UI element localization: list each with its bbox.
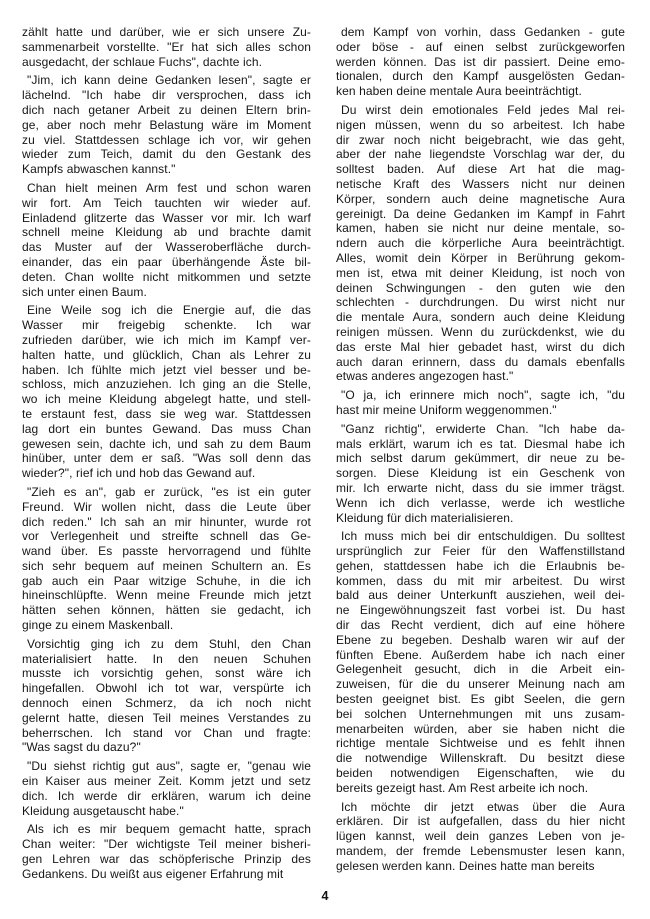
- text-line: zufrieden darüber, wie ich mich im Kampf ver-: [22, 332, 311, 347]
- text-line: Ich möchte dir jetzt etwas über die Aura: [341, 799, 625, 814]
- text-line: dir das Recht verdient, dich auf eine höhere: [336, 618, 625, 633]
- text-line: halten hatte, und glücklich, Chan als Lehrer zu: [22, 347, 311, 362]
- text-line: reinigen müssen. Wenn du zurückdenkst, wie du: [336, 324, 625, 339]
- text-line: Kampfs abwaschen kannst.": [22, 162, 176, 177]
- text-line: gehen, stattdessen habe ich die Erlaubnis be-: [336, 558, 625, 573]
- text-line: lag dort ein buntes Gewand. Das muss Chan: [22, 421, 311, 436]
- text-line: gelesen werden kann. Deines hatte man bereits: [336, 858, 595, 873]
- text-line: Vorsichtig ging ich zu dem Stuhl, den Chan: [27, 636, 311, 651]
- text-line: dich. Ich werde dir erklären, warum ich deine: [22, 788, 311, 803]
- text-line: ausgedacht, der schlaue Fuchs", dachte ich.: [22, 54, 263, 69]
- text-line: dich reden." Ich sah an mir hinunter, wurde rot: [22, 514, 311, 529]
- right-column: [336, 25, 625, 886]
- text-line: Alles, womit dein Körper in Berührung gekom-: [336, 250, 625, 265]
- text-line: ein Kaiser aus meiner Zeit. Komm jetzt und setz: [22, 774, 311, 789]
- text-line: dich nach getaner Arbeit zu deinen Eltern brin-: [22, 102, 311, 117]
- text-line: erklären. Dir ist aufgefallen, dass du hier nicht: [336, 814, 625, 829]
- text-line: Ebene zu begeben. Deshalb waren wir auf der: [336, 632, 625, 647]
- text-line: te erstaunt fest, dass sie weg war. Stattdessen: [22, 406, 311, 421]
- text-line: musste ich vorsichtig gehen, sonst wäre ich: [22, 666, 311, 681]
- text-line: men ist, etwa mit deiner Kleidung, ist noch von: [336, 265, 625, 280]
- text-line: zu viel. Stattdessen schlage ich vor, wir gehen: [22, 132, 311, 147]
- text-line: "Was sagst du dazu?": [22, 740, 141, 755]
- text-line: die notwendige Willenskraft. Du besitzt diese: [336, 751, 625, 766]
- text-line: solltest baden. Auf diese Art hat die mag-: [336, 162, 625, 177]
- text-line: beiden notwendigen Eigenschaften, wie du: [336, 766, 625, 781]
- text-line: Du wirst dein emotionales Feld jedes Mal rei-: [341, 102, 625, 117]
- text-line: zählt hatte und darüber, wie er sich unsere Zu-: [22, 25, 311, 39]
- text-line: gab auch ein Paar witzige Schuhe, in die ich: [22, 573, 311, 588]
- text-line: ndern auch die körperliche Aura beeinträchtigt.: [336, 236, 625, 251]
- text-line: schloss, mich anzuziehen. Ich ging an die Stelle,: [22, 377, 311, 392]
- text-line: bald aus deiner Unterkunft ausziehen, weil dei-: [336, 588, 625, 603]
- text-line: schlechten - durchdrungen. Du wirst nicht nur: [336, 295, 625, 310]
- text-columns: [22, 25, 625, 886]
- text-line: mich selbst darum gekümmert, dir neue zu be-: [336, 451, 625, 466]
- text-line: hast mir meine Uniform weggenommen.": [336, 402, 557, 417]
- paragraph: [22, 485, 311, 633]
- text-line: deinen Schwingungen - den guten wie den: [336, 280, 625, 295]
- left-column: [22, 25, 311, 886]
- text-line: hingefallen. Obwohl ich tot war, verspürte ich: [22, 681, 311, 696]
- text-line: beherrschen. Ich stand vor Chan und fragte:: [22, 725, 311, 740]
- text-line: "O ja, ich erinnere mich noch", sagte ich, "du: [341, 388, 625, 403]
- text-line: kamen, haben sie nicht nur deine mentale, so-: [336, 221, 625, 236]
- text-line: ge, aber noch mehr Belastung wäre im Moment: [22, 117, 311, 132]
- text-line: ginge zu einem Maskenball.: [22, 618, 174, 633]
- text-line: mandem, der fremde Lebensmuster lesen kann,: [336, 844, 625, 859]
- text-line: einander, das ein paar überhängende Äste bil-: [22, 254, 311, 269]
- text-line: werden können. Das ist dir passiert. Deine emo-: [336, 54, 625, 69]
- paragraph: [22, 637, 311, 755]
- text-line: wieder zum Teich, damit du den Gestank des: [22, 147, 311, 162]
- paragraph: [336, 103, 625, 384]
- text-line: ken haben deine mentale Aura beeinträchtigt.: [336, 84, 582, 99]
- text-line: richtige mentale Sichtweise und es fehlt ihnen: [336, 736, 625, 751]
- text-line: Einladend glitzerte das Wasser vor mir. Ich warf: [22, 210, 311, 225]
- paragraph: [22, 303, 311, 481]
- text-line: kommen, dass du mit mir arbeitest. Du wirst: [336, 573, 625, 588]
- paragraph: [336, 529, 625, 795]
- paragraph: [336, 800, 625, 874]
- text-line: zuweisen, für die du unserer Meinung nach am: [336, 677, 625, 692]
- text-line: menarbeiten würden, aber sie haben nicht die: [336, 721, 625, 736]
- page-number: 4: [321, 889, 329, 903]
- text-line: hineinschlüpfte. Wenn meine Freunde mich jetzt: [22, 588, 311, 603]
- paragraph: [22, 181, 311, 299]
- text-line: materialisiert hatte. In den neuen Schuhen: [22, 651, 311, 666]
- text-line: ne Eingewöhnungszeit fast vorbei ist. Du hast: [336, 603, 625, 618]
- text-line: vor Verlegenheit und streifte schnell das Ge-: [22, 529, 311, 544]
- text-line: das erste Mal hier gebadet hast, wirst du dich: [336, 339, 625, 354]
- text-line: sich sehr bequem auf meinen Schultern an. Es: [22, 558, 311, 573]
- paragraph: [22, 73, 311, 177]
- text-line: fünften Ebene. Außerdem habe ich nach einer: [336, 647, 625, 662]
- text-line: Gedankens. Du weißt aus eigener Erfahrung mit: [22, 866, 284, 881]
- text-line: mir. Ich erwarte nicht, dass du sie immer trägst.: [336, 480, 625, 495]
- text-line: deten. Chan wollte nicht mitkommen und setzte: [22, 269, 311, 284]
- text-line: "Du siehst richtig gut aus", sagte er, "genau wie: [27, 759, 311, 774]
- text-line: Chan weiter: "Der wichtigste Teil meiner bisheri-: [22, 837, 311, 852]
- paragraph: [336, 25, 625, 99]
- text-line: wir fort. Am Teich tauchten wir wieder auf.: [22, 195, 311, 210]
- paragraph: [22, 759, 311, 818]
- text-line: gelernt hatte, diesen Teil meines Verstandes zu: [22, 710, 311, 725]
- text-line: netische Kraft des Wassers nicht nur deinen: [336, 176, 625, 191]
- text-line: Kleidung für dich materialisieren.: [336, 510, 514, 525]
- text-line: etwas anderes angezogen hast.": [336, 369, 514, 384]
- text-line: "Zieh es an", gab er zurück, "es ist ein guter: [27, 484, 311, 499]
- text-line: das Muster auf der Wasseroberfläche durch-: [22, 240, 311, 255]
- text-line: nigen müssen, wenn du so arbeitest. Ich habe: [336, 117, 625, 132]
- text-line: Als ich es mir bequem gemacht hatte, sprach: [27, 822, 311, 837]
- text-line: haben. Ich fühlte mich jetzt viel besser und be-: [22, 362, 311, 377]
- text-line: Eine Weile sog ich die Energie auf, die das: [27, 303, 311, 318]
- paragraph: [336, 422, 625, 526]
- text-line: dennoch einen Schmerz, da ich noch nicht: [22, 696, 311, 711]
- paragraph: [336, 388, 625, 418]
- text-line: bereits gezeigt hast. Am Rest arbeite ich noch.: [336, 780, 589, 795]
- text-line: die mentale Aura, sondern auch deine Kleidung: [336, 310, 625, 325]
- text-line: ursprünglich zur Feier für den Waffenstillstand: [336, 544, 625, 559]
- text-line: sammenarbeit vorstellte. "Er hat sich alles schon: [22, 39, 311, 54]
- text-line: auch daran erinnern, dass du damals ebenfalls: [336, 354, 625, 369]
- text-line: hinüber, unter dem er saß. "Was soll denn das: [22, 451, 311, 466]
- text-line: Freund. Wir wollen nicht, dass die Leute über: [22, 499, 311, 514]
- text-line: aber der nahe liegendste Vorschlag war der, du: [336, 147, 625, 162]
- text-line: wand über. Es passte hervorragend und fühlte: [22, 544, 311, 559]
- paragraph: [22, 822, 311, 881]
- text-line: lächelnd. "Ich habe dir versprochen, dass ich: [22, 88, 311, 103]
- text-line: sich unter einen Baum.: [22, 284, 147, 299]
- text-line: mals erklärt, warum ich es tat. Diesmal habe ich: [336, 436, 625, 451]
- text-line: lügen kannst, weil dein ganzes Leben von je-: [336, 829, 625, 844]
- text-line: tionalen, durch den Kampf ausgelösten Gedan-: [336, 69, 625, 84]
- text-line: oder böse - auf einen selbst zurückgeworfen: [336, 39, 625, 54]
- text-line: dem Kampf von vorhin, dass Gedanken - gute: [341, 25, 625, 39]
- text-line: gen Lehren war das schöpferische Prinzip des: [22, 852, 311, 867]
- text-line: Ich muss mich bei dir entschuldigen. Du solltest: [341, 529, 625, 544]
- text-line: Wenn ich dich verlasse, werde ich westliche: [336, 495, 625, 510]
- text-line: "Jim, ich kann deine Gedanken lesen", sagte er: [27, 73, 311, 88]
- text-line: besten geeignet bist. Es gibt Seelen, die gern: [336, 692, 625, 707]
- text-line: wo ich meine Kleidung abgelegt hatte, und stell-: [22, 392, 311, 407]
- text-line: sorgen. Diese Kleidung ist ein Geschenk von: [336, 466, 625, 481]
- paragraph: [22, 25, 311, 69]
- text-line: Gelegenheit gesucht, dich in die Arbeit ein-: [336, 662, 625, 677]
- text-line: wieder?", rief ich und hob das Gewand auf.: [22, 466, 256, 481]
- text-line: Chan hielt meinen Arm fest und schon waren: [27, 180, 311, 195]
- text-line: Wasser mir freigebig schenkte. Ich war: [22, 318, 311, 333]
- text-line: dir zwar noch nicht beigebracht, wie das geht,: [336, 132, 625, 147]
- text-line: schnell meine Kleidung ab und brachte damit: [22, 225, 311, 240]
- text-line: Körper, sondern auch deine magnetische Aura: [336, 191, 625, 206]
- text-line: Kleidung ausgetauscht habe.": [22, 803, 184, 818]
- text-line: gereinigt. Da deine Gedanken im Kampf in Fahrt: [336, 206, 625, 221]
- text-line: bei solchen Unternehmungen mit uns zusam-: [336, 706, 625, 721]
- text-line: "Ganz richtig", erwiderte Chan. "Ich habe da-: [341, 421, 625, 436]
- text-line: hätten sehen können, hätten sie gedacht, ich: [22, 603, 311, 618]
- text-line: gewesen sein, dachte ich, und sah zu dem Baum: [22, 436, 311, 451]
